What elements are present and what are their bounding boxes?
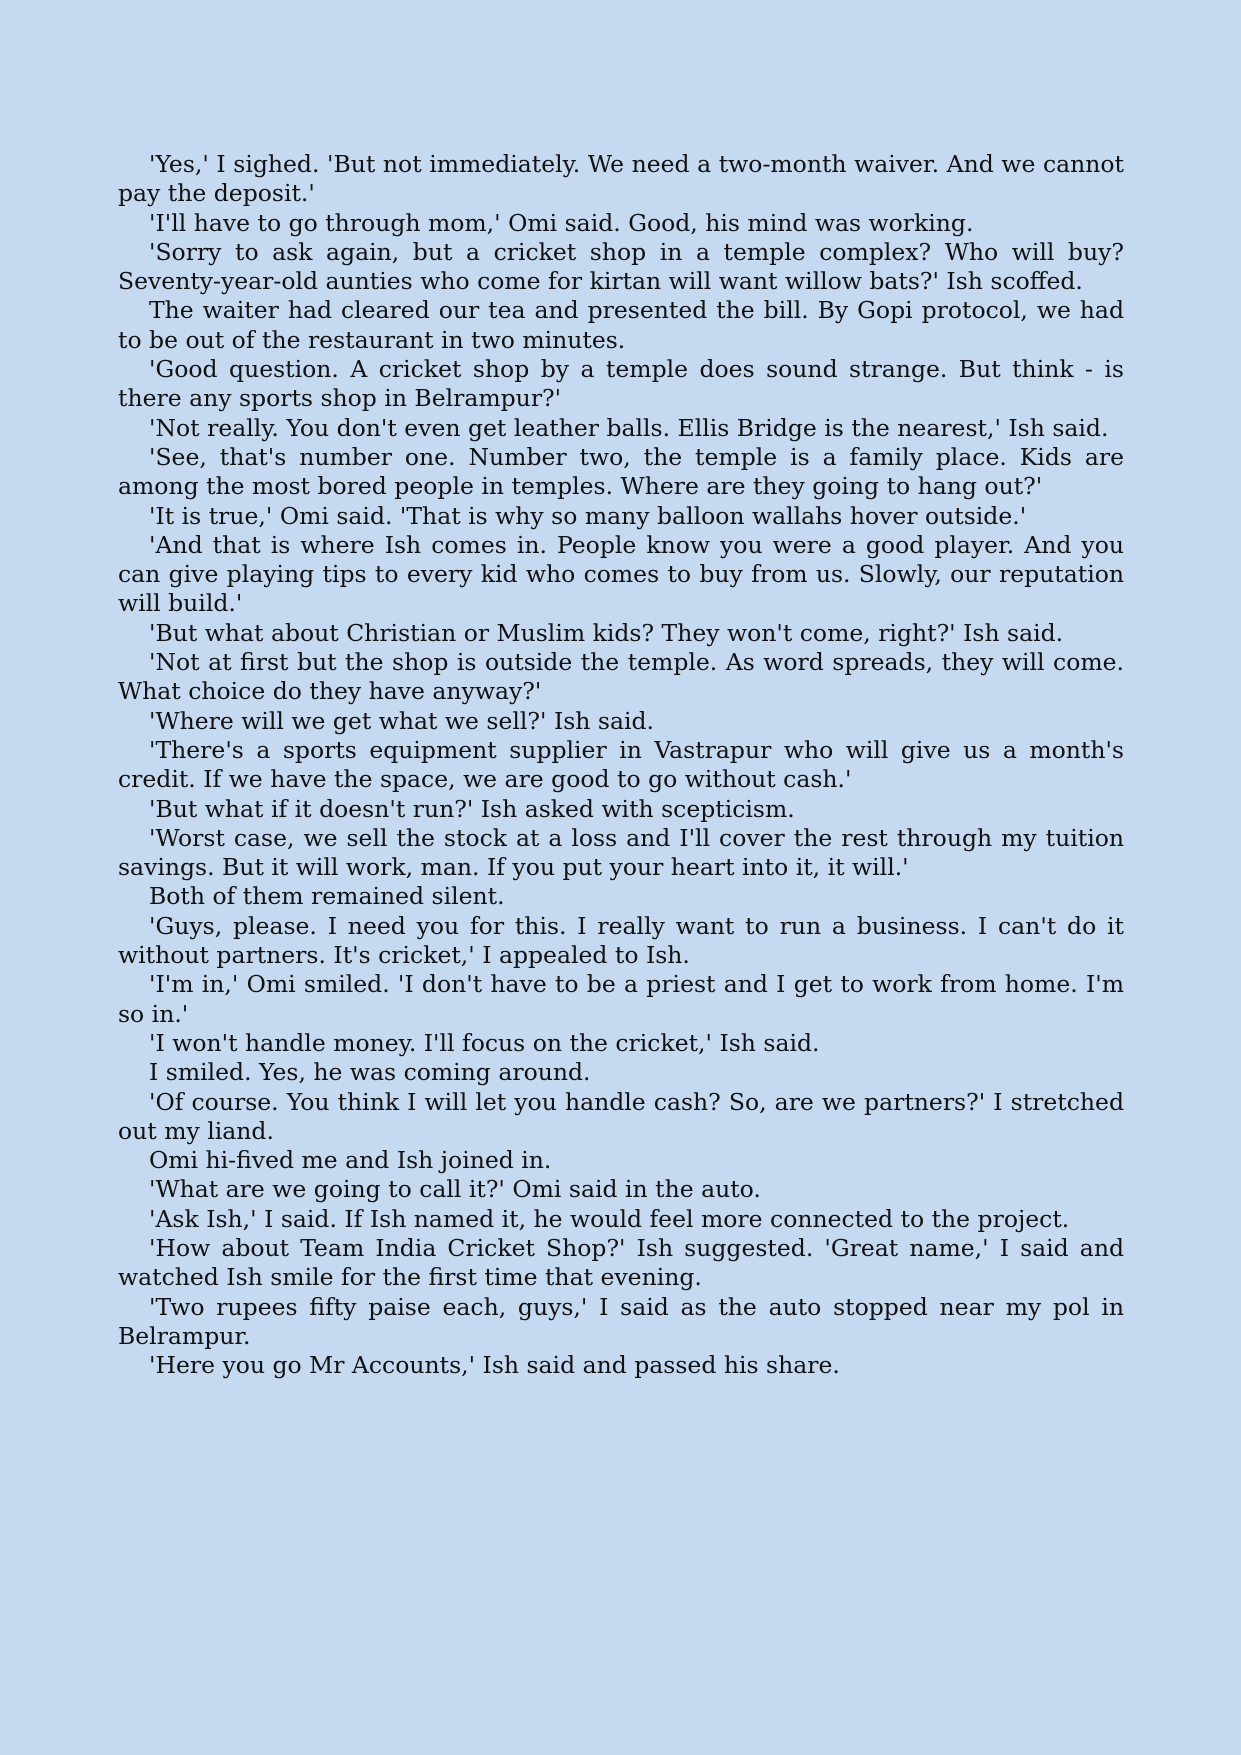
paragraph: 'There's a sports equipment supplier in Vastrapur who will give us a month's credit. If we have the space, we are good to go without cash.': [118, 735, 1124, 794]
paragraph: 'Worst case, we sell the stock at a loss and I'll cover the rest through my tuition savings. But it will work, man. If you put your heart into it, it will.': [118, 823, 1124, 882]
paragraph: 'I'm in,' Omi smiled. 'I don't have to be a priest and I get to work from home. I'm so in.': [118, 970, 1124, 1028]
paragraph: 'Yes,' I sighed. 'But not immediately. We need a two-month waiver. And we cannot pay the deposit.': [118, 150, 1124, 208]
paragraph: 'How about Team India Cricket Shop?' Ish suggested. 'Great name,' I said and watched Ish smile for the first time that evening.: [118, 1233, 1124, 1292]
paragraph: 'Two rupees fifty paise each, guys,' I said as the auto stopped near my pol in Belrampur.: [118, 1292, 1124, 1350]
paragraph: The waiter had cleared our tea and presented the bill. By Gopi protocol, we had to be out of the restaurant in two minutes.: [118, 296, 1124, 354]
paragraph: Both of them remained silent.: [149, 882, 505, 911]
paragraph: 'What are we going to call it?' Omi said in the auto.: [149, 1175, 761, 1204]
paragraph: 'Guys, please. I need you for this. I really want to run a business. I can't do it without partners. It's cricket,' I appealed to Ish.: [118, 911, 1124, 970]
paragraph: 'Where will we get what we sell?' Ish said.: [149, 706, 654, 735]
paragraph: 'Ask Ish,' I said. If Ish named it, he would feel more connected to the project.: [149, 1204, 1070, 1233]
paragraph: Omi hi-fived me and Ish joined in.: [149, 1146, 552, 1175]
paragraph: 'Not really. You don't even get leather balls. Ellis Bridge is the nearest,' Ish said.: [149, 413, 1109, 442]
document-page: [118, 150, 1124, 1380]
paragraph: 'I won't handle money. I'll focus on the cricket,' Ish said.: [149, 1028, 820, 1057]
paragraph: 'It is true,' Omi said. 'That is why so many balloon wallahs hover outside.': [149, 501, 1027, 530]
paragraph: 'Of course. You think I will let you handle cash? So, are we partners?' I stretched out my liand.: [118, 1087, 1124, 1145]
paragraph: 'Not at first but the shop is outside the temple. As word spreads, they will come. What choice do they have anyway?': [118, 648, 1124, 706]
paragraph: 'Good question. A cricket shop by a temple does sound strange. But think - is there any sports shop in Belrampur?': [118, 355, 1124, 413]
paragraph: 'I'll have to go through mom,' Omi said. Good, his mind was working.: [149, 208, 974, 237]
paragraph: 'But what about Christian or Muslim kids? They won't come, right?' Ish said.: [149, 618, 1064, 647]
paragraph: 'Sorry to ask again, but a cricket shop in a temple complex? Who will buy? Seventy-year-old aunties who come for kirtan will want willow bats?' Ish scoffed.: [118, 237, 1124, 296]
paragraph: 'Here you go Mr Accounts,' Ish said and passed his share.: [149, 1351, 840, 1380]
paragraph: 'And that is where Ish comes in. People know you were a good player. And you can give playing tips to every kid who comes to buy from us. Slowly, our reputation will build.': [118, 530, 1124, 618]
paragraph: I smiled. Yes, he was coming around.: [149, 1058, 591, 1087]
paragraph: 'See, that's number one. Number two, the temple is a family place. Kids are among the most bored people in temples. Where are they going to hang out?': [118, 442, 1124, 501]
paragraph: 'But what if it doesn't run?' Ish asked with scepticism.: [149, 794, 795, 823]
